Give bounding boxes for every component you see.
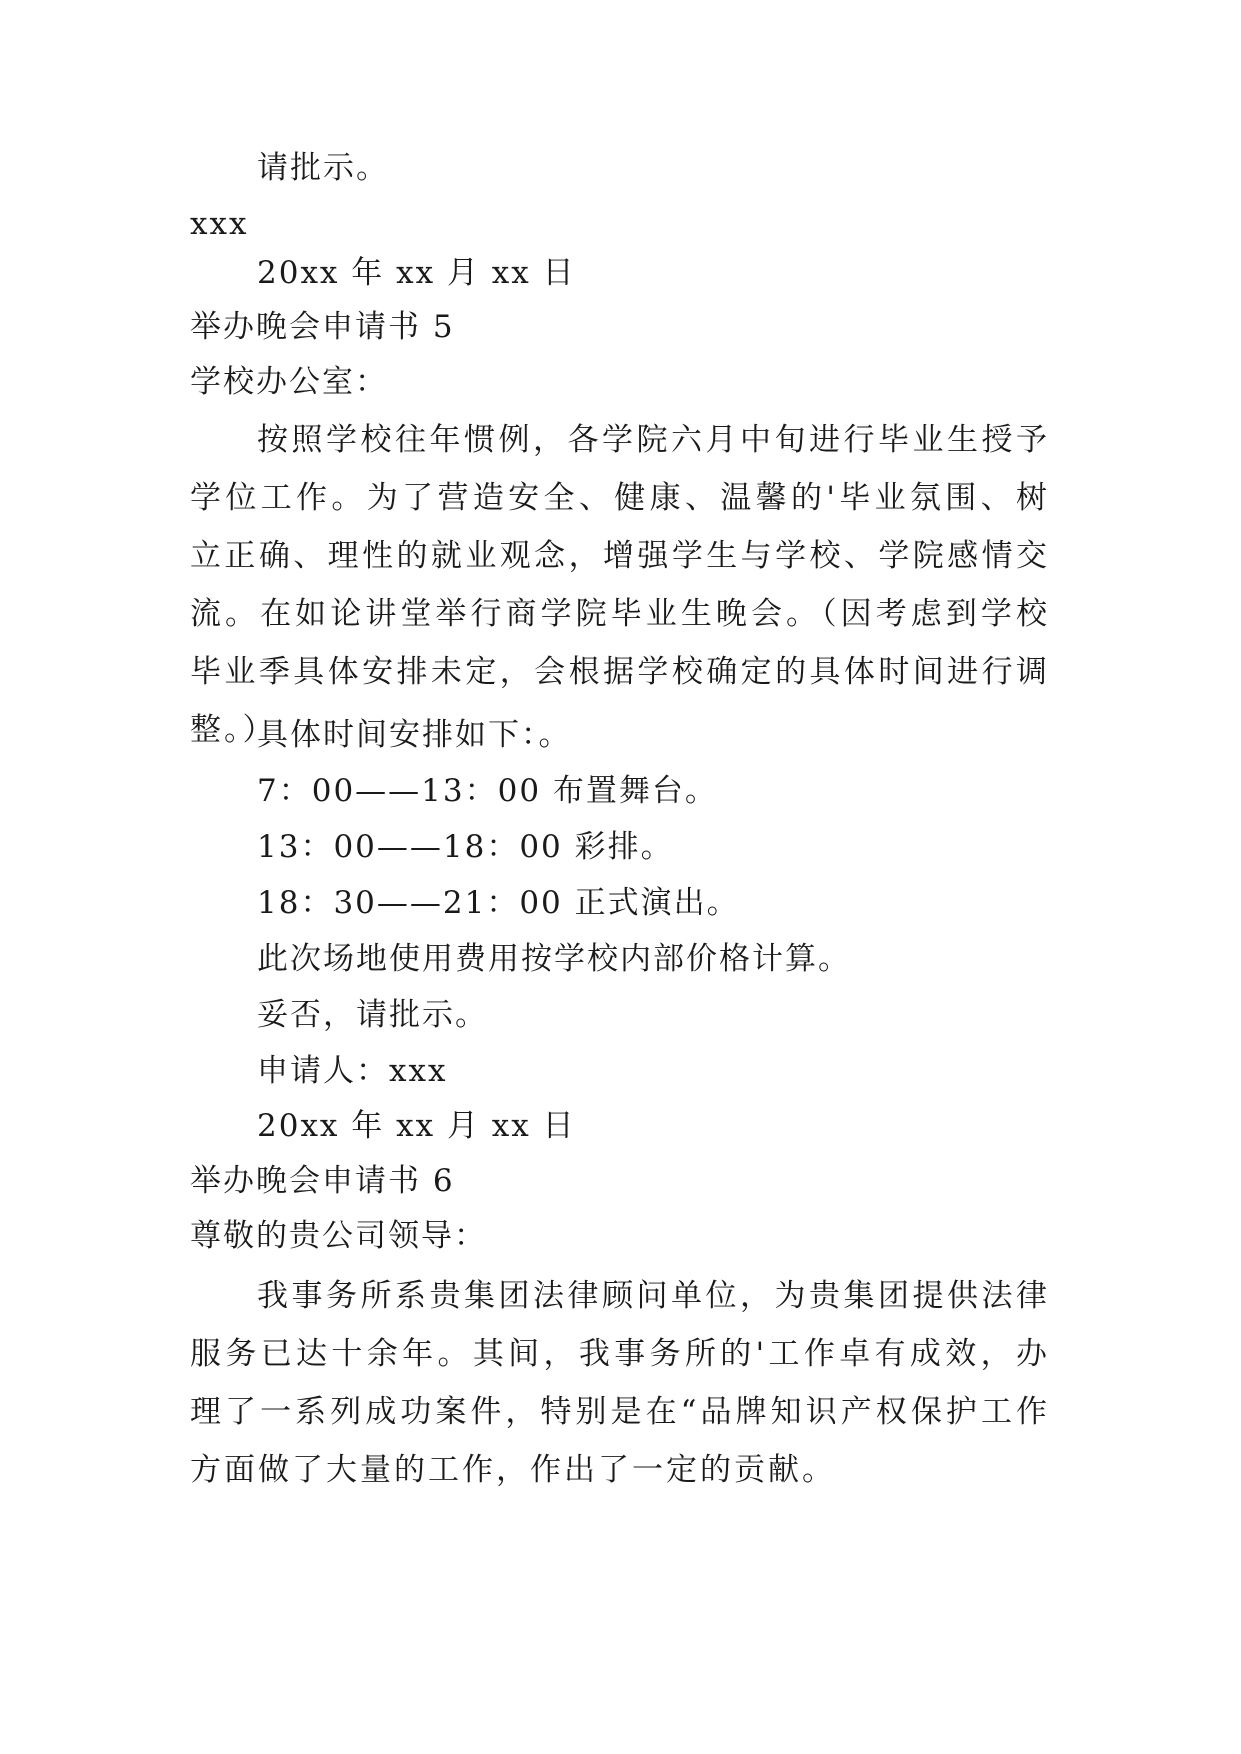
date: 20xx 年 xx 月 xx 日	[257, 1108, 576, 1144]
recipient-6: 尊敬的贵公司领导：	[190, 1218, 487, 1254]
date: 20xx 年 xx 月 xx 日	[257, 255, 576, 291]
fee-note: 此次场地使用费用按学校内部价格计算。	[257, 941, 851, 977]
applicant: 申请人：xxx	[257, 1053, 448, 1089]
schedule-item: 18：30——21：00 正式演出。	[257, 885, 740, 921]
body-paragraph-5: 按照学校往年惯例，各学院六月中旬进行毕业生授予学位工作。为了营造安全、健康、温馨的'毕业氛围、树立正确、理性的就业观念，增强学生与学校、学院感情交流。在如论讲堂举行商学院毕业生晚会。（因考虑到学校毕业季具体安排未定，会根据学校确定的具体时间进行调整。）	[190, 422, 1050, 748]
body-paragraph-6: 我事务所系贵集团法律顾问单位，为贵集团提供法律服务已达十余年。其间，我事务所的'工作卓有成效，办理了一系列成功案件，特别是在“品牌知识产权保护工作方面做了大量的工作，作出了一定的贡献。	[190, 1278, 1050, 1488]
schedule-intro: 具体时间安排如下：。	[257, 717, 572, 753]
section-title-6: 举办晚会申请书 6	[190, 1163, 455, 1199]
signature: xxx	[190, 206, 249, 242]
schedule-item: 7：00——13：00 布置舞台。	[257, 773, 718, 809]
recipient-5: 学校办公室：	[190, 364, 388, 400]
closing-request-2: 妥否，请批示。	[257, 997, 488, 1033]
section-title-5: 举办晚会申请书 5	[190, 309, 455, 345]
schedule-item: 13：00——18：00 彩排。	[257, 829, 674, 865]
closing-request: 请批示。	[257, 150, 389, 186]
